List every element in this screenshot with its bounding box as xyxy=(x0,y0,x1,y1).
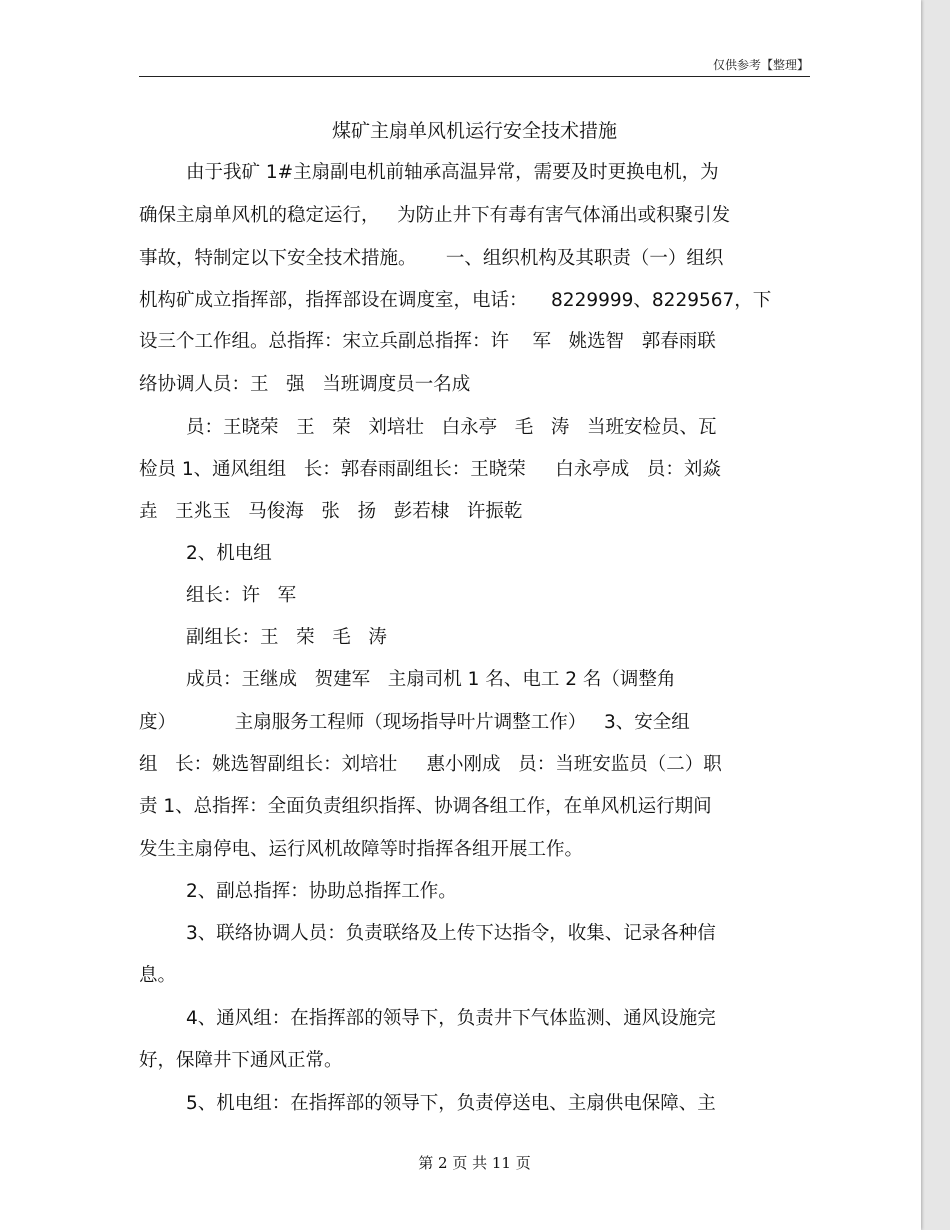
body-line: 员：王晓荣 王 荣 刘培壮 白永亭 毛 涛 当班安检员、瓦 xyxy=(186,417,717,438)
header-rule xyxy=(139,76,810,77)
body-line: 息。 xyxy=(139,965,177,986)
body-line: 度） 主扇服务工程师（现场指导叶片调整工作） 3、安全组 xyxy=(139,712,690,733)
body-line: 设三个工作组。总指挥：宋立兵副总指挥：许 军 姚选智 郭春雨联 xyxy=(139,331,716,352)
body-line: 副组长：王 荣 毛 涛 xyxy=(186,627,387,648)
body-line: 4、通风组：在指挥部的领导下，负责井下气体监测、通风设施完 xyxy=(186,1008,716,1029)
body-line: 络协调人员：王 强 当班调度员一名成 xyxy=(139,374,471,395)
body-line: 成员：王继成 贺建军 主扇司机 1 名、电工 2 名（调整角 xyxy=(186,669,676,690)
body-line: 5、机电组：在指挥部的领导下，负责停送电、主扇供电保障、主 xyxy=(186,1093,716,1114)
body-line: 组长：许 军 xyxy=(186,585,297,606)
body-line: 检员 1、通风组组 长：郭春雨副组长：王晓荣 白永亭成 员：刘焱 xyxy=(139,459,721,480)
body-line: 3、联络协调人员：负责联络及上传下达指令，收集、记录各种信 xyxy=(186,923,716,944)
page-footer: 第 2 页 共 11 页 xyxy=(418,1154,531,1172)
body-line: 发生主扇停电、运行风机故障等时指挥各组开展工作。 xyxy=(139,839,584,860)
body-line: 确保主扇单风机的稳定运行， 为防止井下有毒有害气体涌出或积聚引发 xyxy=(139,205,731,226)
body-line: 垚 王兆玉 马俊海 张 扬 彭若棣 许振乾 xyxy=(139,501,523,522)
body-line: 好，保障井下通风正常。 xyxy=(139,1050,343,1071)
body-line: 责 1、总指挥：全面负责组织指挥、协调各组工作，在单风机运行期间 xyxy=(139,796,712,817)
document-title: 煤矿主扇单风机运行安全技术措施 xyxy=(331,120,617,142)
body-line: 由于我矿 1#主扇副电机前轴承高温异常，需要及时更换电机，为 xyxy=(186,162,719,183)
body-line: 事故，特制定以下安全技术措施。 一、组织机构及其职责（一）组织 xyxy=(139,248,724,269)
header-note: 仅供参考【整理】 xyxy=(712,58,809,72)
body-line: 机构矿成立指挥部，指挥部设在调度室，电话： 8229999、8229567，下 xyxy=(139,290,772,311)
body-line: 2、副总指挥：协助总指挥工作。 xyxy=(186,881,457,902)
body-line: 组 长：姚选智副组长：刘培壮 惠小刚成 员：当班安监员（二）职 xyxy=(139,754,722,775)
body-line: 2、机电组 xyxy=(186,543,272,564)
